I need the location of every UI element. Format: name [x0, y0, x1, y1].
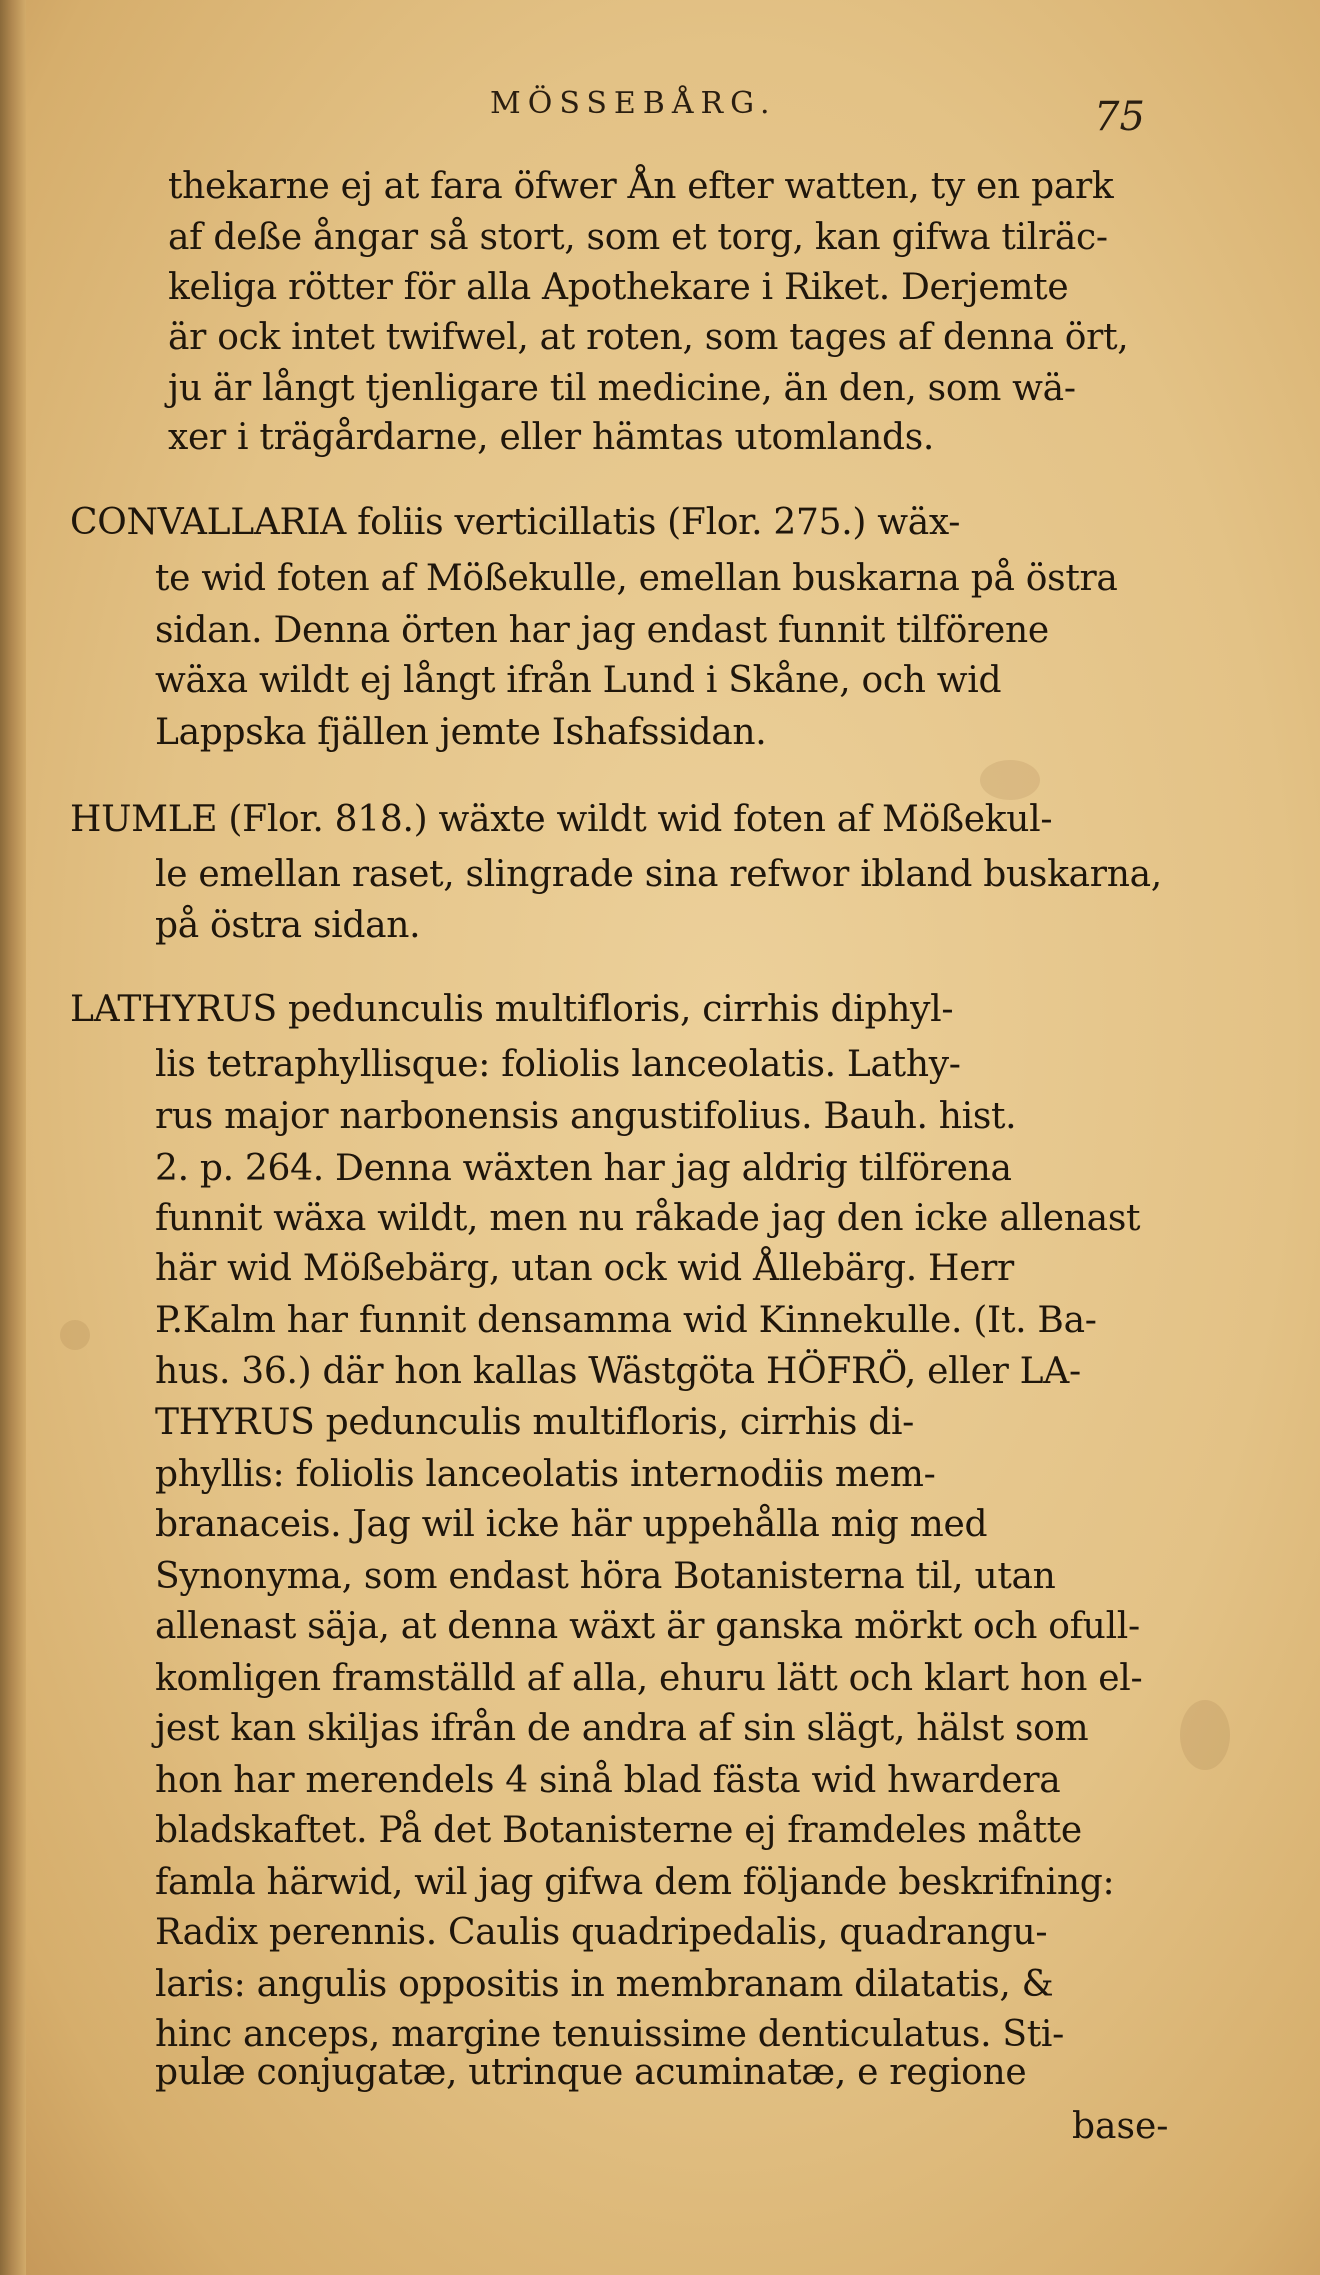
text-line: branaceis. Jag wil icke här uppehålla mig med — [155, 1504, 988, 1545]
text-line: hus. 36.) där hon kallas Wästgöta HÖFRÖ, eller LA- — [155, 1351, 1081, 1392]
catchword: base- — [1072, 2106, 1169, 2147]
paper-stain — [1180, 1700, 1230, 1770]
text-line: komligen framställd af alla, ehuru lätt och klart hon el- — [155, 1658, 1143, 1699]
text-line: sidan. Denna örten har jag endast funnit tilförene — [155, 610, 1049, 651]
text-line: 2. p. 264. Denna wäxten har jag aldrig tilförena — [155, 1148, 1012, 1189]
text-line: LATHYRUS pedunculis multifloris, cirrhis diphyl- — [70, 989, 954, 1030]
text-line: hinc anceps, margine tenuissime denticulatus. Sti- — [155, 2014, 1064, 2055]
text-line: HUMLE (Flor. 818.) wäxte wildt wid foten af Mößekul- — [70, 799, 1053, 840]
text-line: Radix perennis. Caulis quadripedalis, quadrangu- — [155, 1912, 1048, 1953]
text-line: allenast säja, at denna wäxt är ganska mörkt och ofull- — [155, 1606, 1140, 1647]
text-line: ju är långt tjenligare til medicine, än den, som wä- — [168, 368, 1076, 409]
text-line: Synonyma, som endast höra Botanisterna til, utan — [155, 1556, 1056, 1597]
text-line: är ock intet twifwel, at roten, som tages af denna ört, — [168, 317, 1129, 358]
running-head: MÖSSEBÅRG. — [490, 86, 777, 121]
text-line: funnit wäxa wildt, men nu råkade jag den icke allenast — [155, 1198, 1141, 1239]
text-line: jest kan skiljas ifrån de andra af sin slägt, hälst som — [155, 1708, 1089, 1749]
text-line: laris: angulis oppositis in membranam dilatatis, & — [155, 1964, 1054, 2005]
text-line: wäxa wildt ej långt ifrån Lund i Skåne, och wid — [155, 660, 1002, 701]
page-number: 75 — [1094, 94, 1145, 140]
text-line: P.Kalm har funnit densamma wid Kinnekulle. (It. Ba- — [155, 1300, 1097, 1341]
text-line: thekarne ej at fara öfwer Ån efter watten, ty en park — [168, 166, 1114, 207]
text-line: bladskaftet. På det Botanisterne ej framdeles måtte — [155, 1810, 1082, 1851]
text-line: Lappska fjällen jemte Ishafssidan. — [155, 712, 767, 753]
paper-stain — [60, 1320, 90, 1350]
text-line: af deße ångar så stort, som et torg, kan gifwa tilräc- — [168, 217, 1108, 258]
paper-stain — [980, 760, 1040, 800]
page-gutter-edge — [0, 0, 26, 2275]
text-line: lis tetraphyllisque: foliolis lanceolatis. Lathy- — [155, 1044, 961, 1085]
text-line: te wid foten af Mößekulle, emellan buskarna på östra — [155, 558, 1118, 599]
text-line: THYRUS pedunculis multifloris, cirrhis di- — [155, 1402, 915, 1443]
text-line: le emellan raset, slingrade sina refwor ibland buskarna, — [155, 854, 1162, 895]
text-line: CONVALLARIA foliis verticillatis (Flor. 275.) wäx- — [70, 502, 961, 543]
text-line: famla härwid, wil jag gifwa dem följande beskrifning: — [155, 1862, 1115, 1903]
text-line: pulæ conjugatæ, utrinque acuminatæ, e regione — [155, 2052, 1027, 2093]
text-line: xer i trägårdarne, eller hämtas utomlands. — [168, 417, 935, 458]
text-line: på östra sidan. — [155, 905, 421, 946]
text-line: här wid Mößebärg, utan ock wid Ållebärg. Herr — [155, 1248, 1014, 1289]
text-line: keliga rötter för alla Apothekare i Riket. Derjemte — [168, 267, 1069, 308]
text-line: hon har merendels 4 sinå blad fästa wid hwardera — [155, 1760, 1061, 1801]
text-line: rus major narbonensis angustifolius. Bauh. hist. — [155, 1096, 1017, 1137]
text-line: phyllis: foliolis lanceolatis internodiis mem- — [155, 1454, 936, 1495]
